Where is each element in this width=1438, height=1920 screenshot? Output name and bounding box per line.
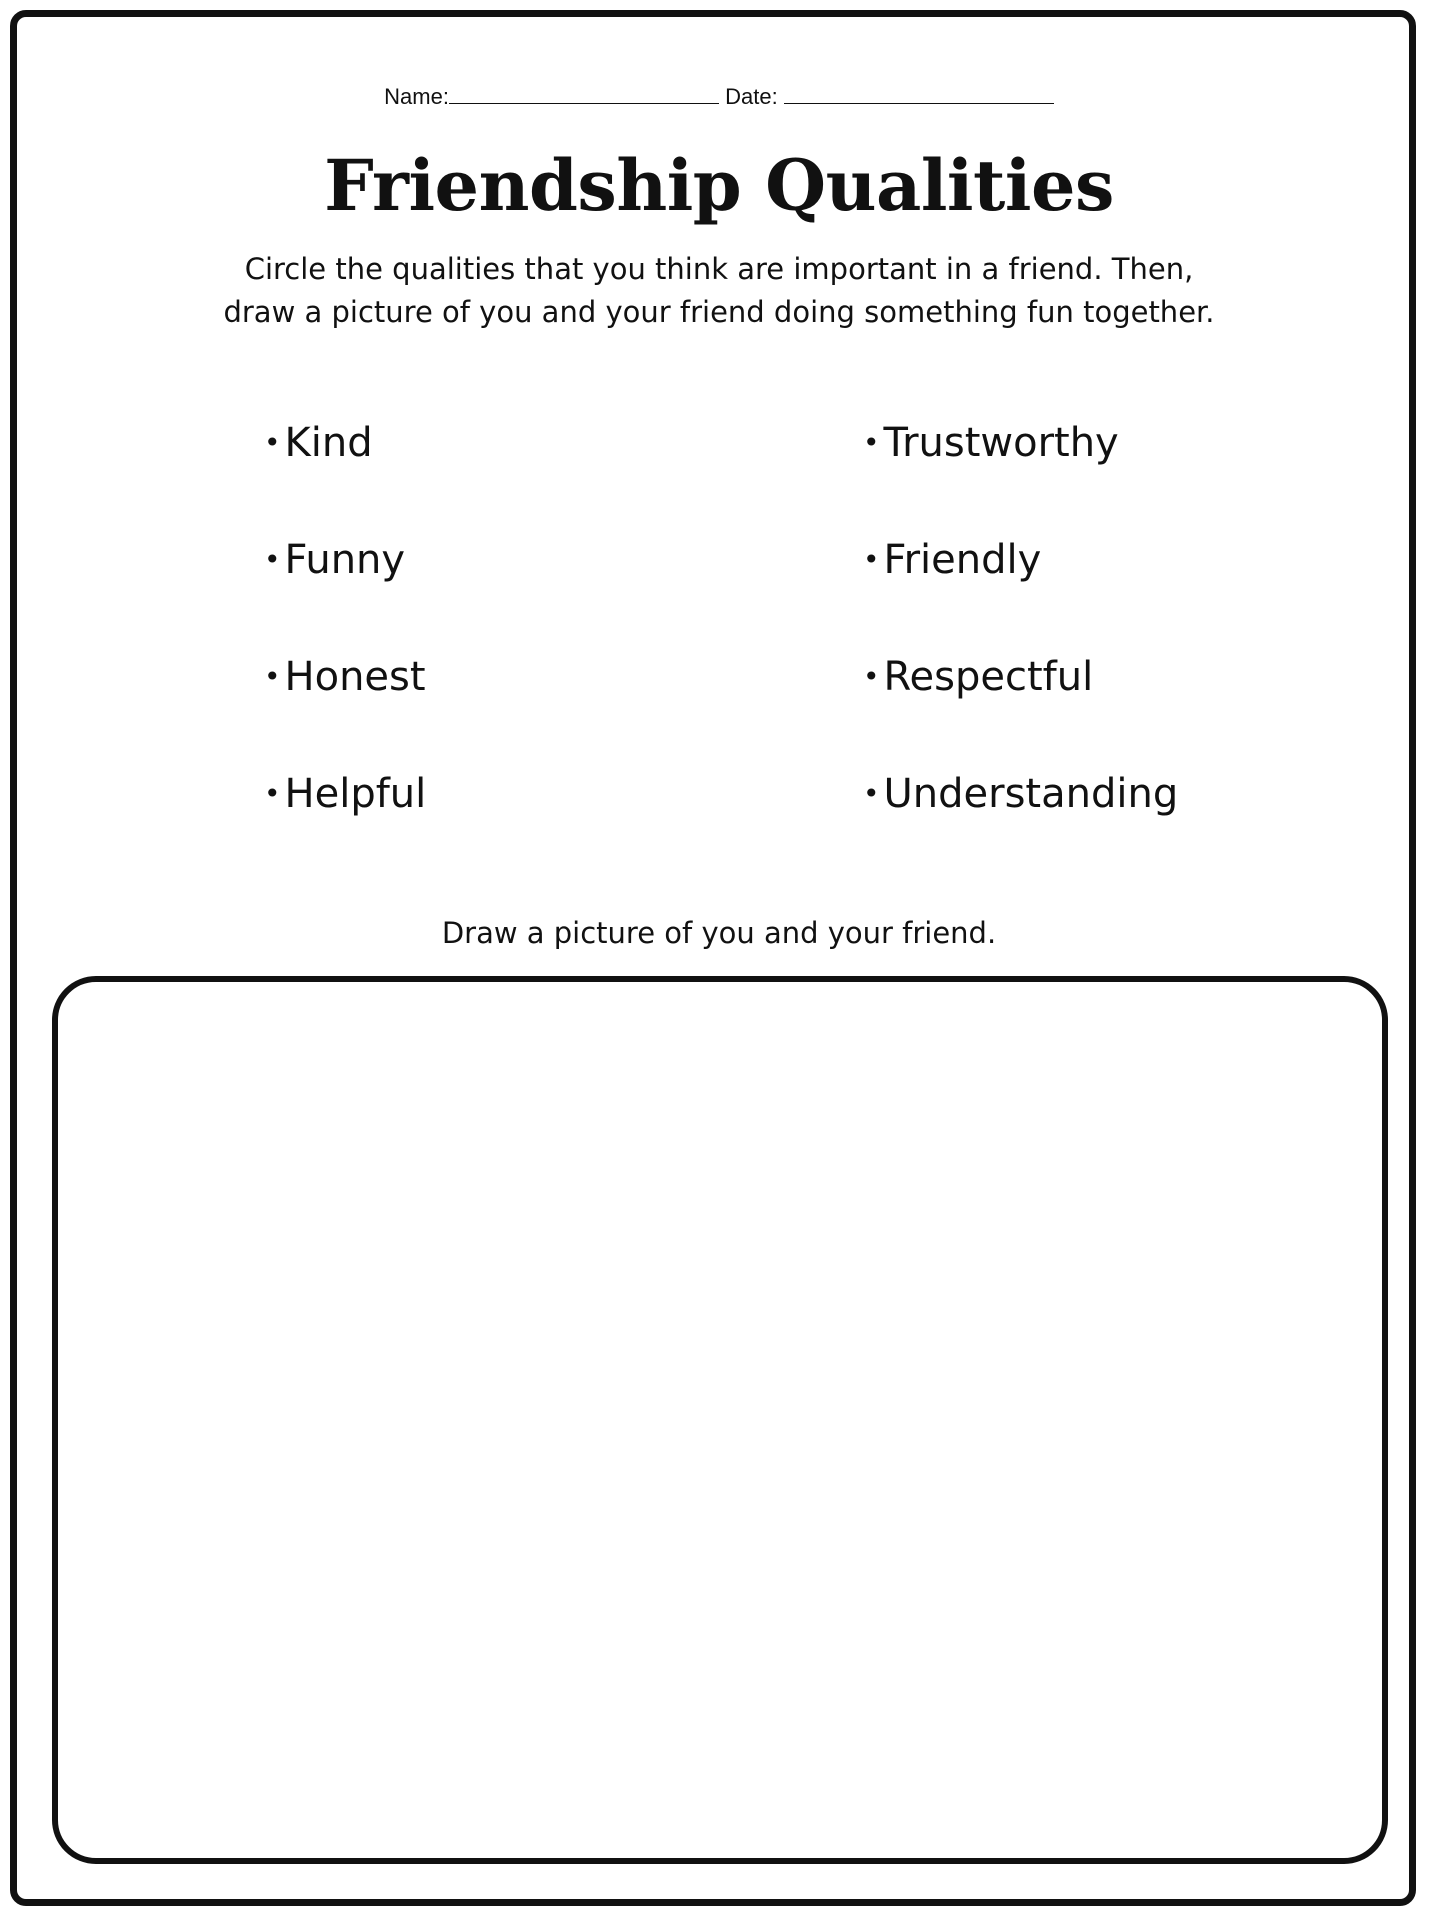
quality-label: Respectful xyxy=(883,654,1094,700)
quality-label: Friendly xyxy=(883,537,1042,583)
bullet-icon: • xyxy=(264,659,281,693)
bullet-icon: • xyxy=(863,776,880,810)
instructions-line-2: draw a picture of you and your friend doing something fun together. xyxy=(223,295,1215,329)
date-blank-field[interactable] xyxy=(784,89,1054,104)
drawing-area[interactable] xyxy=(52,976,1388,1864)
bullet-icon: • xyxy=(264,776,281,810)
quality-item-funny[interactable] xyxy=(264,537,405,583)
bullet-icon: • xyxy=(863,542,880,576)
name-label: Name: xyxy=(384,84,449,109)
quality-label: Funny xyxy=(284,537,406,583)
bullet-icon: • xyxy=(863,425,880,459)
quality-label: Kind xyxy=(284,420,373,466)
instructions xyxy=(0,248,1438,334)
quality-item-understanding[interactable] xyxy=(863,771,1178,817)
quality-item-helpful[interactable] xyxy=(264,771,426,817)
quality-label: Understanding xyxy=(883,771,1179,817)
bullet-icon: • xyxy=(863,659,880,693)
quality-item-kind[interactable] xyxy=(264,420,373,466)
quality-label: Honest xyxy=(284,654,426,700)
quality-item-trustworthy[interactable] xyxy=(863,420,1119,466)
name-blank-field[interactable] xyxy=(449,89,719,104)
quality-item-respectful[interactable] xyxy=(863,654,1093,700)
instructions-line-1: Circle the qualities that you think are important in a friend. Then, xyxy=(244,252,1194,286)
draw-prompt: Draw a picture of you and your friend. xyxy=(441,916,997,950)
quality-item-honest[interactable] xyxy=(264,654,426,700)
quality-label: Trustworthy xyxy=(883,420,1119,466)
date-label: Date: xyxy=(725,84,778,109)
bullet-icon: • xyxy=(264,425,281,459)
quality-item-friendly[interactable] xyxy=(863,537,1041,583)
page-title: Friendship Qualities xyxy=(324,144,1114,227)
quality-label: Helpful xyxy=(284,771,427,817)
bullet-icon: • xyxy=(264,542,281,576)
name-date-line xyxy=(0,84,1438,110)
